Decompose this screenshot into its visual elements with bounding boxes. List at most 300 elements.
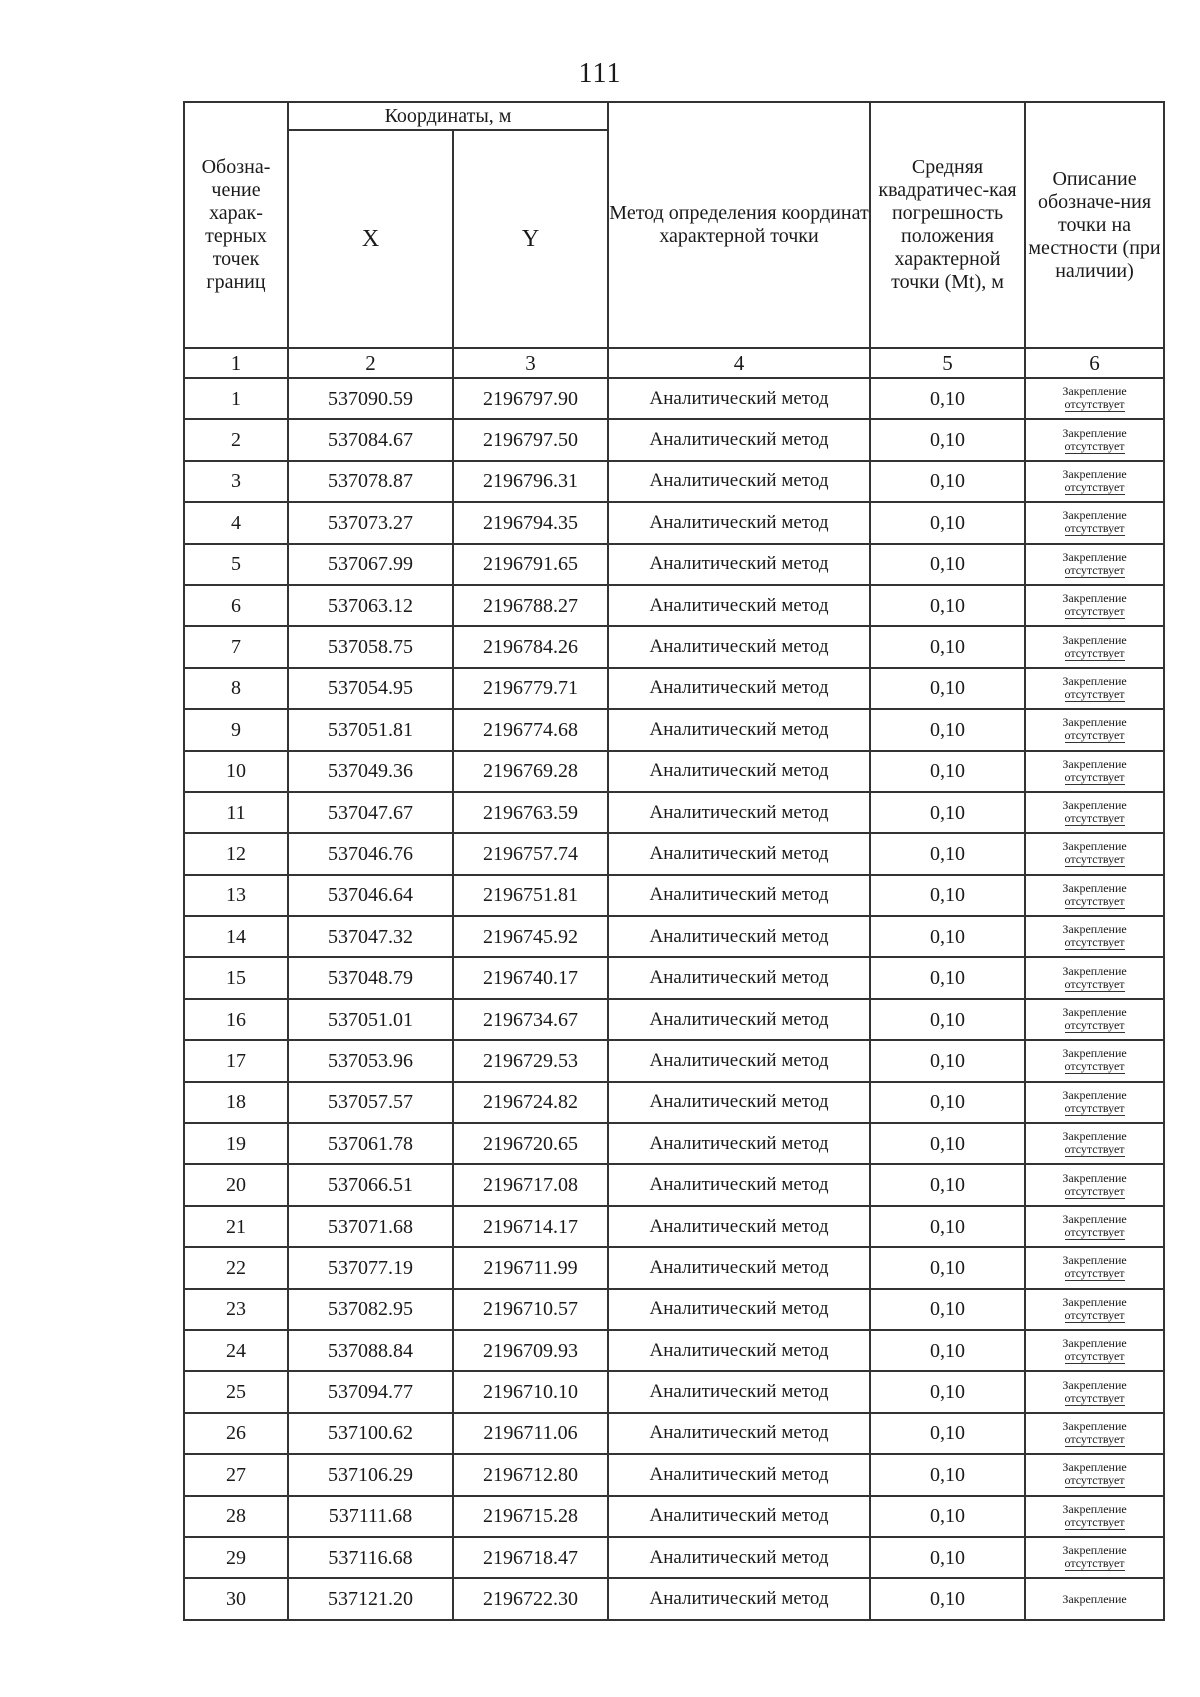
y-coordinate-cell: 2196779.71 bbox=[453, 668, 608, 709]
method-cell: Аналитический метод bbox=[608, 1040, 870, 1081]
y-coordinate-cell: 2196796.31 bbox=[453, 461, 608, 502]
y-coordinate-cell: 2196715.28 bbox=[453, 1496, 608, 1537]
table-row bbox=[184, 378, 1164, 419]
error-cell: 0,10 bbox=[870, 544, 1025, 585]
description-cell bbox=[1025, 1247, 1164, 1288]
description-line-1: Закрепление bbox=[1062, 466, 1127, 481]
x-coordinate-cell: 537121.20 bbox=[288, 1578, 453, 1619]
table-row bbox=[184, 502, 1164, 543]
table-row bbox=[184, 916, 1164, 957]
description-cell bbox=[1025, 875, 1164, 916]
description-line-2-text: отсутствует bbox=[1064, 1431, 1125, 1446]
table-row bbox=[184, 1330, 1164, 1371]
description-line-2 bbox=[1026, 440, 1163, 454]
method-cell: Аналитический метод bbox=[608, 419, 870, 460]
description-line-2-text: отсутствует bbox=[1064, 1556, 1125, 1571]
description-line-1: Закрепление bbox=[1062, 1005, 1127, 1020]
error-cell: 0,10 bbox=[870, 502, 1025, 543]
description-cell bbox=[1025, 792, 1164, 833]
method-cell: Аналитический метод bbox=[608, 1289, 870, 1330]
description-line-2 bbox=[1026, 771, 1163, 785]
description-line-2-text: отсутствует bbox=[1064, 1018, 1125, 1033]
description-line-1: Закрепление bbox=[1062, 1543, 1127, 1558]
description-cell bbox=[1025, 1371, 1164, 1412]
method-cell: Аналитический метод bbox=[608, 1164, 870, 1205]
y-coordinate-cell: 2196720.65 bbox=[453, 1123, 608, 1164]
description-line-2-text: отсутствует bbox=[1064, 769, 1125, 784]
error-cell: 0,10 bbox=[870, 419, 1025, 460]
description-line-2-text: отсутствует bbox=[1064, 728, 1125, 743]
description-line-2-text: отсутствует bbox=[1064, 562, 1125, 577]
y-coordinate-cell: 2196740.17 bbox=[453, 957, 608, 998]
description-cell bbox=[1025, 544, 1164, 585]
error-cell: 0,10 bbox=[870, 957, 1025, 998]
method-cell: Аналитический метод bbox=[608, 999, 870, 1040]
table-row bbox=[184, 1454, 1164, 1495]
x-coordinate-cell: 537049.36 bbox=[288, 751, 453, 792]
method-cell: Аналитический метод bbox=[608, 502, 870, 543]
y-coordinate-cell: 2196745.92 bbox=[453, 916, 608, 957]
column-number: 3 bbox=[453, 348, 608, 378]
description-line-1: Закрепление bbox=[1062, 673, 1127, 688]
method-cell: Аналитический метод bbox=[608, 1206, 870, 1247]
description-line-1: Закрепление bbox=[1062, 798, 1127, 813]
description-line-2 bbox=[1026, 1226, 1163, 1240]
description-line-2-text: отсутствует bbox=[1064, 1307, 1125, 1322]
error-cell: 0,10 bbox=[870, 875, 1025, 916]
description-line-2-text: отсутствует bbox=[1064, 397, 1125, 412]
x-coordinate-cell: 537046.64 bbox=[288, 875, 453, 916]
point-number-cell: 23 bbox=[184, 1289, 288, 1330]
error-cell: 0,10 bbox=[870, 1413, 1025, 1454]
description-line-2 bbox=[1026, 1143, 1163, 1157]
error-cell: 0,10 bbox=[870, 1206, 1025, 1247]
description-line-2 bbox=[1026, 398, 1163, 412]
point-number-cell: 3 bbox=[184, 461, 288, 502]
description-line-2 bbox=[1026, 1060, 1163, 1074]
error-cell: 0,10 bbox=[870, 1578, 1025, 1619]
method-cell: Аналитический метод bbox=[608, 585, 870, 626]
description-line-2 bbox=[1026, 1185, 1163, 1199]
description-cell bbox=[1025, 1454, 1164, 1495]
error-cell: 0,10 bbox=[870, 585, 1025, 626]
description-line-2 bbox=[1026, 564, 1163, 578]
point-number-cell: 7 bbox=[184, 626, 288, 667]
x-coordinate-cell: 537051.01 bbox=[288, 999, 453, 1040]
y-coordinate-cell: 2196717.08 bbox=[453, 1164, 608, 1205]
description-line-2 bbox=[1026, 936, 1163, 950]
point-number-cell: 5 bbox=[184, 544, 288, 585]
description-line-1: Закрепление bbox=[1062, 508, 1127, 523]
description-line-2 bbox=[1026, 1309, 1163, 1323]
x-coordinate-cell: 537063.12 bbox=[288, 585, 453, 626]
description-cell bbox=[1025, 1082, 1164, 1123]
description-line-1: Закрепление bbox=[1062, 1253, 1127, 1268]
point-number-cell: 28 bbox=[184, 1496, 288, 1537]
description-line-2-text: отсутствует bbox=[1064, 521, 1125, 536]
description-line-1: Закрепление bbox=[1062, 1170, 1127, 1185]
description-line-2 bbox=[1026, 605, 1163, 619]
description-line-1: Закрепление bbox=[1062, 1377, 1127, 1392]
error-cell: 0,10 bbox=[870, 1040, 1025, 1081]
x-coordinate-cell: 537048.79 bbox=[288, 957, 453, 998]
description-line-2-text: отсутствует bbox=[1064, 1390, 1125, 1405]
error-cell: 0,10 bbox=[870, 378, 1025, 419]
x-coordinate-cell: 537111.68 bbox=[288, 1496, 453, 1537]
point-number-cell: 12 bbox=[184, 833, 288, 874]
method-cell: Аналитический метод bbox=[608, 461, 870, 502]
x-coordinate-cell: 537100.62 bbox=[288, 1413, 453, 1454]
description-cell bbox=[1025, 916, 1164, 957]
method-cell: Аналитический метод bbox=[608, 1330, 870, 1371]
y-coordinate-cell: 2196751.81 bbox=[453, 875, 608, 916]
description-cell bbox=[1025, 1164, 1164, 1205]
error-cell: 0,10 bbox=[870, 999, 1025, 1040]
method-cell: Аналитический метод bbox=[608, 751, 870, 792]
error-cell: 0,10 bbox=[870, 1289, 1025, 1330]
error-cell: 0,10 bbox=[870, 1537, 1025, 1578]
description-cell bbox=[1025, 751, 1164, 792]
description-line-2-text: отсутствует bbox=[1064, 1183, 1125, 1198]
column-number: 6 bbox=[1025, 348, 1164, 378]
table-row bbox=[184, 1289, 1164, 1330]
description-cell bbox=[1025, 1578, 1164, 1619]
table-row bbox=[184, 1578, 1164, 1619]
description-line-2 bbox=[1026, 812, 1163, 826]
point-number-cell: 30 bbox=[184, 1578, 288, 1619]
table-row bbox=[184, 1496, 1164, 1537]
error-cell: 0,10 bbox=[870, 1123, 1025, 1164]
table-row bbox=[184, 1206, 1164, 1247]
method-cell: Аналитический метод bbox=[608, 957, 870, 998]
description-line-2-text: отсутствует bbox=[1064, 1059, 1125, 1074]
x-coordinate-cell: 537053.96 bbox=[288, 1040, 453, 1081]
description-line-2 bbox=[1026, 895, 1163, 909]
point-number-cell: 13 bbox=[184, 875, 288, 916]
description-line-2 bbox=[1026, 853, 1163, 867]
description-line-1: Закрепление bbox=[1062, 1460, 1127, 1475]
table-row bbox=[184, 585, 1164, 626]
y-coordinate-cell: 2196710.10 bbox=[453, 1371, 608, 1412]
x-coordinate-cell: 537057.57 bbox=[288, 1082, 453, 1123]
x-coordinate-cell: 537088.84 bbox=[288, 1330, 453, 1371]
y-coordinate-cell: 2196794.35 bbox=[453, 502, 608, 543]
table-body bbox=[184, 378, 1164, 1620]
point-number-cell: 22 bbox=[184, 1247, 288, 1288]
description-line-1: Закрепление bbox=[1062, 1501, 1127, 1516]
table-row bbox=[184, 1040, 1164, 1081]
table-row bbox=[184, 1371, 1164, 1412]
x-coordinate-cell: 537047.67 bbox=[288, 792, 453, 833]
description-cell bbox=[1025, 461, 1164, 502]
point-number-cell: 1 bbox=[184, 378, 288, 419]
description-line-2-text: отсутствует bbox=[1064, 604, 1125, 619]
header-y: Y bbox=[453, 130, 608, 348]
point-number-cell: 21 bbox=[184, 1206, 288, 1247]
description-line-2-text: отсутствует bbox=[1064, 935, 1125, 950]
table-row bbox=[184, 668, 1164, 709]
point-number-cell: 16 bbox=[184, 999, 288, 1040]
error-cell: 0,10 bbox=[870, 751, 1025, 792]
description-line-1: Закрепление bbox=[1062, 632, 1127, 647]
description-line-1: Закрепление bbox=[1062, 880, 1127, 895]
x-coordinate-cell: 537067.99 bbox=[288, 544, 453, 585]
description-cell bbox=[1025, 585, 1164, 626]
error-cell: 0,10 bbox=[870, 668, 1025, 709]
method-cell: Аналитический метод bbox=[608, 378, 870, 419]
method-cell: Аналитический метод bbox=[608, 668, 870, 709]
x-coordinate-cell: 537071.68 bbox=[288, 1206, 453, 1247]
y-coordinate-cell: 2196797.50 bbox=[453, 419, 608, 460]
description-cell bbox=[1025, 1413, 1164, 1454]
table-row bbox=[184, 1123, 1164, 1164]
point-number-cell: 24 bbox=[184, 1330, 288, 1371]
description-line-1: Закрепление bbox=[1062, 1336, 1127, 1351]
description-line-2-text: отсутствует bbox=[1064, 1266, 1125, 1281]
description-cell bbox=[1025, 1040, 1164, 1081]
x-coordinate-cell: 537061.78 bbox=[288, 1123, 453, 1164]
description-line-1: Закрепление bbox=[1062, 591, 1127, 606]
description-line-2 bbox=[1026, 1433, 1163, 1447]
y-coordinate-cell: 2196769.28 bbox=[453, 751, 608, 792]
description-line-2 bbox=[1026, 688, 1163, 702]
point-number-cell: 9 bbox=[184, 709, 288, 750]
error-cell: 0,10 bbox=[870, 792, 1025, 833]
description-line-2 bbox=[1026, 1102, 1163, 1116]
description-cell bbox=[1025, 957, 1164, 998]
description-line-2 bbox=[1026, 522, 1163, 536]
point-number-cell: 8 bbox=[184, 668, 288, 709]
coordinates-table bbox=[183, 101, 1165, 1621]
x-coordinate-cell: 537073.27 bbox=[288, 502, 453, 543]
error-cell: 0,10 bbox=[870, 709, 1025, 750]
y-coordinate-cell: 2196757.74 bbox=[453, 833, 608, 874]
y-coordinate-cell: 2196763.59 bbox=[453, 792, 608, 833]
description-cell bbox=[1025, 833, 1164, 874]
x-coordinate-cell: 537090.59 bbox=[288, 378, 453, 419]
error-cell: 0,10 bbox=[870, 461, 1025, 502]
header-method: Метод определения координат характерной точки bbox=[608, 102, 870, 348]
description-line-2 bbox=[1026, 1516, 1163, 1530]
description-line-2 bbox=[1026, 1392, 1163, 1406]
column-number: 4 bbox=[608, 348, 870, 378]
point-number-cell: 2 bbox=[184, 419, 288, 460]
x-coordinate-cell: 537106.29 bbox=[288, 1454, 453, 1495]
y-coordinate-cell: 2196724.82 bbox=[453, 1082, 608, 1123]
table-row bbox=[184, 957, 1164, 998]
point-number-cell: 4 bbox=[184, 502, 288, 543]
error-cell: 0,10 bbox=[870, 833, 1025, 874]
table-row bbox=[184, 626, 1164, 667]
description-line-2-text: отсутствует bbox=[1064, 438, 1125, 453]
description-line-2 bbox=[1026, 1557, 1163, 1571]
point-number-cell: 26 bbox=[184, 1413, 288, 1454]
table-row bbox=[184, 1247, 1164, 1288]
x-coordinate-cell: 537082.95 bbox=[288, 1289, 453, 1330]
description-line-1: Закрепление bbox=[1062, 963, 1127, 978]
description-line-1: Закрепление bbox=[1062, 715, 1127, 730]
point-number-cell: 6 bbox=[184, 585, 288, 626]
y-coordinate-cell: 2196784.26 bbox=[453, 626, 608, 667]
y-coordinate-cell: 2196718.47 bbox=[453, 1537, 608, 1578]
method-cell: Аналитический метод bbox=[608, 1496, 870, 1537]
y-coordinate-cell: 2196734.67 bbox=[453, 999, 608, 1040]
method-cell: Аналитический метод bbox=[608, 709, 870, 750]
method-cell: Аналитический метод bbox=[608, 626, 870, 667]
header-description: Описание обозначе-ния точки на местности (при наличии) bbox=[1025, 102, 1164, 348]
description-line-2-text: отсутствует bbox=[1064, 479, 1125, 494]
description-line-1: Закрепление bbox=[1062, 1294, 1127, 1309]
x-coordinate-cell: 537084.67 bbox=[288, 419, 453, 460]
method-cell: Аналитический метод bbox=[608, 1082, 870, 1123]
description-line-1: Закрепление bbox=[1062, 549, 1127, 564]
description-cell bbox=[1025, 668, 1164, 709]
page-number: 111 bbox=[578, 58, 622, 89]
description-line-2 bbox=[1026, 729, 1163, 743]
x-coordinate-cell: 537077.19 bbox=[288, 1247, 453, 1288]
method-cell: Аналитический метод bbox=[608, 1247, 870, 1288]
description-line-2 bbox=[1026, 1350, 1163, 1364]
description-line-2-text: отсутствует bbox=[1064, 811, 1125, 826]
description-line-2-text: отсутствует bbox=[1064, 645, 1125, 660]
method-cell: Аналитический метод bbox=[608, 916, 870, 957]
method-cell: Аналитический метод bbox=[608, 1454, 870, 1495]
point-number-cell: 11 bbox=[184, 792, 288, 833]
point-number-cell: 17 bbox=[184, 1040, 288, 1081]
y-coordinate-cell: 2196710.57 bbox=[453, 1289, 608, 1330]
description-line-2 bbox=[1026, 481, 1163, 495]
error-cell: 0,10 bbox=[870, 916, 1025, 957]
point-number-cell: 19 bbox=[184, 1123, 288, 1164]
description-cell bbox=[1025, 999, 1164, 1040]
x-coordinate-cell: 537054.95 bbox=[288, 668, 453, 709]
header-coordinates: Координаты, м bbox=[288, 102, 608, 130]
description-line-1: Закрепление bbox=[1062, 425, 1127, 440]
method-cell: Аналитический метод bbox=[608, 792, 870, 833]
table-row bbox=[184, 833, 1164, 874]
x-coordinate-cell: 537051.81 bbox=[288, 709, 453, 750]
method-cell: Аналитический метод bbox=[608, 1371, 870, 1412]
description-line-2 bbox=[1026, 1267, 1163, 1281]
method-cell: Аналитический метод bbox=[608, 1537, 870, 1578]
point-number-cell: 25 bbox=[184, 1371, 288, 1412]
table-row bbox=[184, 461, 1164, 502]
error-cell: 0,10 bbox=[870, 1164, 1025, 1205]
description-line-1: Закрепление bbox=[1062, 1087, 1127, 1102]
y-coordinate-cell: 2196722.30 bbox=[453, 1578, 608, 1619]
description-line-2-text: отсутствует bbox=[1064, 893, 1125, 908]
description-line-2 bbox=[1026, 1019, 1163, 1033]
column-number: 5 bbox=[870, 348, 1025, 378]
x-coordinate-cell: 537066.51 bbox=[288, 1164, 453, 1205]
method-cell: Аналитический метод bbox=[608, 1123, 870, 1164]
table-row bbox=[184, 544, 1164, 585]
y-coordinate-cell: 2196774.68 bbox=[453, 709, 608, 750]
description-cell bbox=[1025, 1496, 1164, 1537]
description-line-1: Закрепление bbox=[1062, 1129, 1127, 1144]
y-coordinate-cell: 2196791.65 bbox=[453, 544, 608, 585]
point-number-cell: 29 bbox=[184, 1537, 288, 1578]
description-line-2-text: отсутствует bbox=[1064, 1514, 1125, 1529]
error-cell: 0,10 bbox=[870, 1330, 1025, 1371]
error-cell: 0,10 bbox=[870, 1371, 1025, 1412]
description-line-1: Закрепление bbox=[1062, 839, 1127, 854]
column-number: 2 bbox=[288, 348, 453, 378]
table-row bbox=[184, 709, 1164, 750]
description-cell bbox=[1025, 1123, 1164, 1164]
header-error: Средняя квадратичес-кая погрешность положения характерной точки (Mt), м bbox=[870, 102, 1025, 348]
method-cell: Аналитический метод bbox=[608, 544, 870, 585]
point-number-cell: 27 bbox=[184, 1454, 288, 1495]
point-number-cell: 15 bbox=[184, 957, 288, 998]
description-line-2-text: отсутствует bbox=[1064, 1100, 1125, 1115]
x-coordinate-cell: 537047.32 bbox=[288, 916, 453, 957]
description-line-1: Закрепление bbox=[1062, 1591, 1127, 1606]
x-coordinate-cell: 537046.76 bbox=[288, 833, 453, 874]
description-cell bbox=[1025, 419, 1164, 460]
description-line-2-text: отсутствует bbox=[1064, 852, 1125, 867]
description-line-2 bbox=[1026, 647, 1163, 661]
description-cell bbox=[1025, 378, 1164, 419]
y-coordinate-cell: 2196797.90 bbox=[453, 378, 608, 419]
error-cell: 0,10 bbox=[870, 1496, 1025, 1537]
x-coordinate-cell: 537058.75 bbox=[288, 626, 453, 667]
description-line-2 bbox=[1026, 1474, 1163, 1488]
description-cell bbox=[1025, 709, 1164, 750]
description-line-1: Закрепление bbox=[1062, 1046, 1127, 1061]
description-line-2-text: отсутствует bbox=[1064, 686, 1125, 701]
x-coordinate-cell: 537078.87 bbox=[288, 461, 453, 502]
error-cell: 0,10 bbox=[870, 1454, 1025, 1495]
x-coordinate-cell: 537116.68 bbox=[288, 1537, 453, 1578]
description-line-2-text: отсутствует bbox=[1064, 1349, 1125, 1364]
description-line-2 bbox=[1026, 978, 1163, 992]
header-x: X bbox=[288, 130, 453, 348]
description-cell bbox=[1025, 1206, 1164, 1247]
column-number: 1 bbox=[184, 348, 288, 378]
point-number-cell: 10 bbox=[184, 751, 288, 792]
description-line-2-text: отсутствует bbox=[1064, 1225, 1125, 1239]
error-cell: 0,10 bbox=[870, 1247, 1025, 1288]
description-line-1: Закрепление bbox=[1062, 384, 1127, 399]
description-cell bbox=[1025, 1537, 1164, 1578]
description-line-2-text: отсутствует bbox=[1064, 1142, 1125, 1157]
table-row bbox=[184, 419, 1164, 460]
description-cell bbox=[1025, 502, 1164, 543]
description-line-1: Закрепление bbox=[1062, 756, 1127, 771]
table-row bbox=[184, 875, 1164, 916]
method-cell: Аналитический метод bbox=[608, 1413, 870, 1454]
error-cell: 0,10 bbox=[870, 1082, 1025, 1123]
method-cell: Аналитический метод bbox=[608, 833, 870, 874]
description-line-1: Закрепление bbox=[1062, 1212, 1127, 1226]
description-line-1: Закрепление bbox=[1062, 922, 1127, 937]
description-cell bbox=[1025, 626, 1164, 667]
x-coordinate-cell: 537094.77 bbox=[288, 1371, 453, 1412]
y-coordinate-cell: 2196711.06 bbox=[453, 1413, 608, 1454]
y-coordinate-cell: 2196709.93 bbox=[453, 1330, 608, 1371]
error-cell: 0,10 bbox=[870, 626, 1025, 667]
table-row bbox=[184, 1537, 1164, 1578]
table-row bbox=[184, 999, 1164, 1040]
y-coordinate-cell: 2196714.17 bbox=[453, 1206, 608, 1247]
description-line-1: Закрепление bbox=[1062, 1418, 1127, 1433]
table-row bbox=[184, 792, 1164, 833]
description-cell bbox=[1025, 1330, 1164, 1371]
description-line-2-text: отсутствует bbox=[1064, 976, 1125, 991]
point-number-cell: 14 bbox=[184, 916, 288, 957]
description-cell bbox=[1025, 1289, 1164, 1330]
